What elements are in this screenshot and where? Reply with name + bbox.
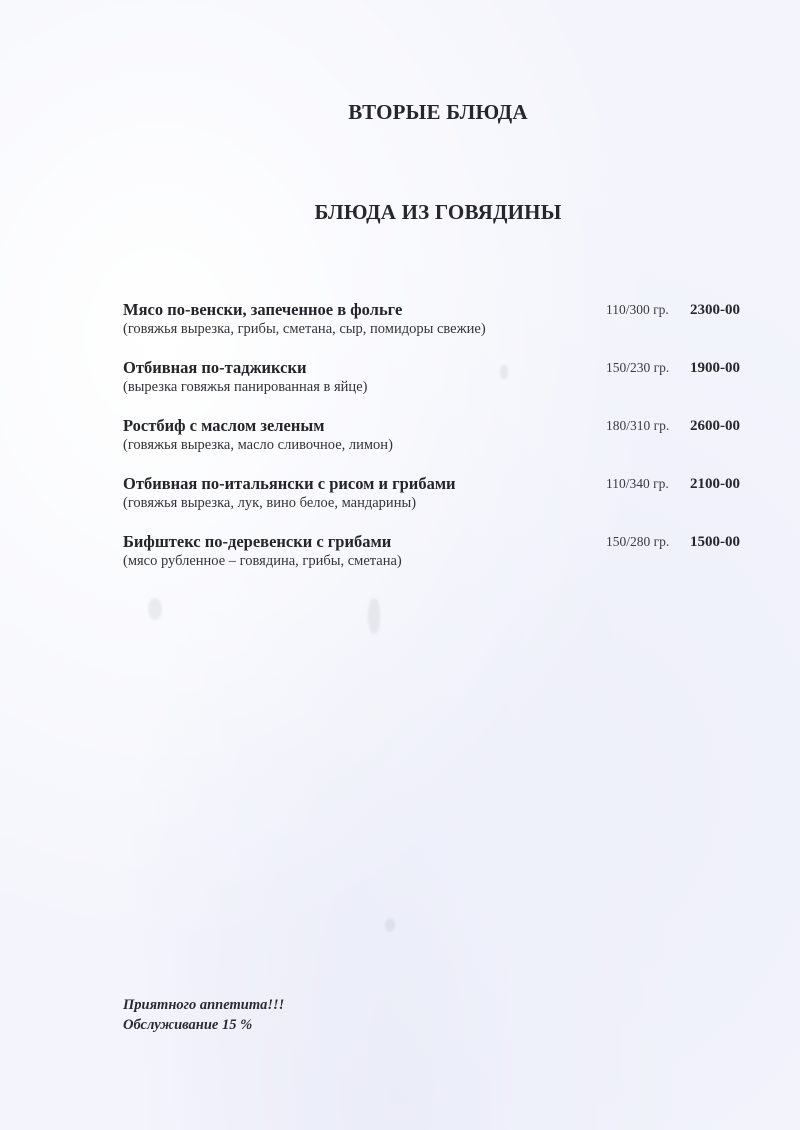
dish-name: Мясо по-венски, запеченное в фольге (123, 300, 403, 319)
dish-description: (говяжья вырезка, масло сливочное, лимон) (123, 437, 393, 453)
dish-item (123, 532, 763, 590)
dish-description: (говяжья вырезка, грибы, сметана, сыр, помидоры свежие) (123, 321, 486, 337)
dish-item (123, 300, 763, 358)
dish-weight: 110/300 гр. (606, 302, 669, 317)
dish-description: (мясо рубленное – говядина, грибы, сметана) (123, 553, 402, 569)
dish-weight: 150/230 гр. (606, 360, 670, 375)
dish-list (123, 300, 763, 590)
dish-weight: 110/340 гр. (606, 476, 669, 491)
dish-item (123, 416, 763, 474)
greeting-text: Приятного аппетита!!! (123, 997, 285, 1013)
footer-note (123, 995, 284, 1035)
dish-name: Ростбиф с маслом зеленым (123, 416, 325, 435)
dish-name: Отбивная по-таджикски (123, 358, 307, 377)
dish-price: 1900-00 (690, 360, 740, 376)
dish-name: Отбивная по-итальянски с рисом и грибами (123, 474, 456, 493)
dish-name: Бифштекс по-деревенски с грибами (123, 532, 392, 551)
dish-weight: 180/310 гр. (606, 418, 670, 433)
page-title: ВТОРЫЕ БЛЮДА (348, 100, 528, 124)
paper-smudge (148, 598, 162, 620)
dish-description: (говяжья вырезка, лук, вино белое, мандарины) (123, 495, 417, 511)
paper-smudge (368, 598, 380, 634)
paper-smudge (385, 918, 395, 932)
dish-price: 2600-00 (690, 418, 740, 434)
section-title: БЛЮДА ИЗ ГОВЯДИНЫ (314, 200, 562, 224)
dish-item (123, 474, 763, 532)
service-charge-text: Обслуживание 15 % (123, 1017, 253, 1033)
dish-description: (вырезка говяжья панированная в яйце) (123, 379, 368, 395)
dish-price: 1500-00 (690, 534, 740, 550)
dish-item (123, 358, 763, 416)
dish-price: 2100-00 (690, 476, 740, 492)
dish-price: 2300-00 (690, 302, 740, 318)
dish-weight: 150/280 гр. (606, 534, 670, 549)
